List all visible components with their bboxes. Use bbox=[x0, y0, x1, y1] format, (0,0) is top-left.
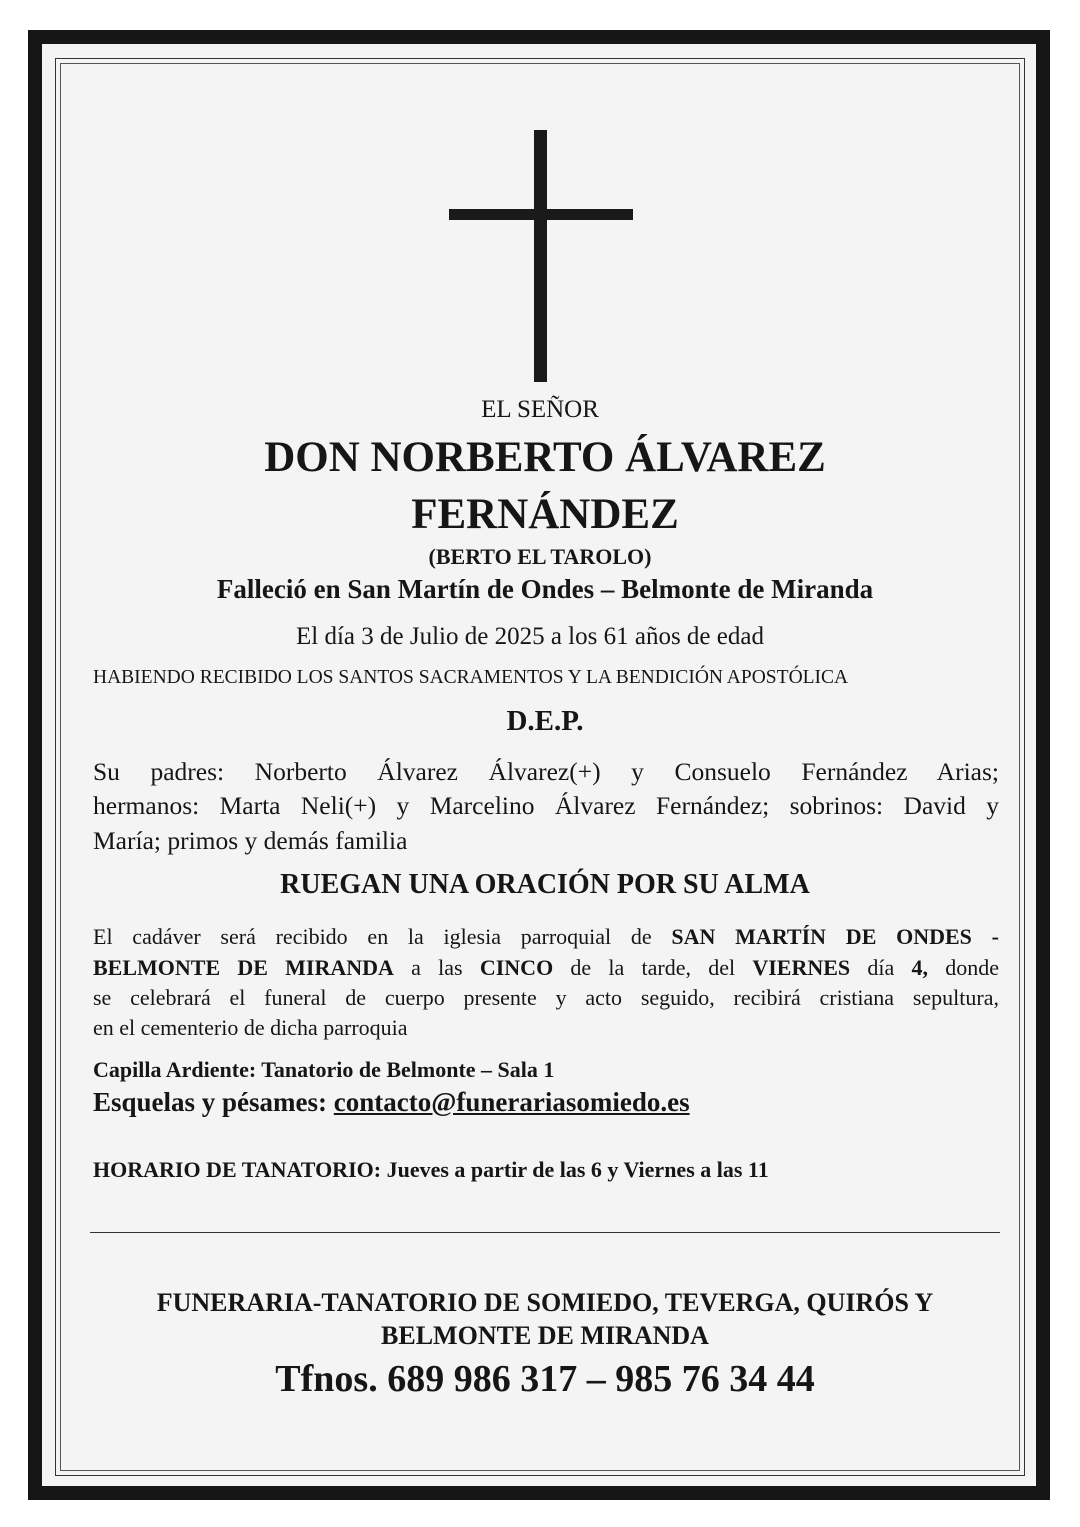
funeral-weekday: VIERNES bbox=[752, 955, 851, 980]
condolences-line bbox=[93, 1087, 690, 1118]
deceased-nickname: (BERTO EL TAROLO) bbox=[428, 544, 652, 569]
death-date: El día 3 de Julio de 2025 a los 61 años de edad bbox=[296, 623, 764, 650]
cross-horizontal-bar bbox=[449, 209, 633, 220]
family-line-3: María; primos y demás familia bbox=[93, 826, 408, 855]
funeral-line-2 bbox=[93, 955, 999, 981]
deceased-name-line2: FERNÁNDEZ bbox=[411, 491, 679, 538]
horizontal-divider bbox=[90, 1232, 1000, 1233]
mortuary-hours-label: HORARIO DE TANATORIO: bbox=[93, 1157, 382, 1182]
funeral-line-3: se celebrará el funeral de cuerpo presente y acto seguido, recibirá cristiana sepultura, bbox=[93, 985, 999, 1010]
condolences-label: Esquelas y pésames: bbox=[93, 1087, 328, 1117]
funeral-line-4: en el cementerio de dicha parroquia bbox=[93, 1015, 408, 1040]
church-location: BELMONTE DE MIRANDA bbox=[93, 955, 394, 980]
mortuary-hours bbox=[93, 1157, 769, 1183]
mortuary-hours-value: Jueves a partir de las 6 y Viernes a las 11 bbox=[386, 1157, 769, 1182]
rip-abbreviation: D.E.P. bbox=[506, 705, 584, 737]
funeral-home-name-line1: FUNERARIA-TANATORIO DE SOMIEDO, TEVERGA, QUIRÓS Y bbox=[156, 1288, 934, 1317]
funeral-day-number: 4, bbox=[911, 955, 929, 980]
death-place: Falleció en San Martín de Ondes – Belmonte de Miranda bbox=[216, 574, 874, 604]
funeral-line-1 bbox=[93, 924, 999, 950]
funeral-hour: CINCO bbox=[479, 955, 554, 980]
family-line-1: Su padres: Norberto Álvarez Álvarez(+) y Consuelo Fernández Arias; bbox=[93, 757, 999, 786]
chapel-info: Capilla Ardiente: Tanatorio de Belmonte – Sala 1 bbox=[93, 1057, 555, 1082]
prayer-request: RUEGAN UNA ORACIÓN POR SU ALMA bbox=[280, 869, 810, 900]
contact-phones: Tfnos. 689 986 317 – 985 76 34 44 bbox=[275, 1358, 815, 1400]
honorific: EL SEÑOR bbox=[481, 396, 599, 423]
funeral-text: donde bbox=[945, 955, 1000, 980]
family-line-2: hermanos: Marta Neli(+) y Marcelino Álvarez Fernández; sobrinos: David y bbox=[93, 791, 999, 820]
church-name: SAN MARTÍN DE ONDES - bbox=[671, 924, 999, 949]
deceased-name-line1: DON NORBERTO ÁLVAREZ bbox=[264, 434, 826, 481]
sacraments-note: HABIENDO RECIBIDO LOS SANTOS SACRAMENTOS Y LA BENDICIÓN APOSTÓLICA bbox=[93, 667, 849, 688]
funeral-text: día bbox=[867, 955, 895, 980]
cross-vertical-bar bbox=[534, 130, 547, 382]
funeral-home-name-line2: BELMONTE DE MIRANDA bbox=[381, 1321, 709, 1350]
funeral-text: de la tarde, del bbox=[570, 955, 736, 980]
funeral-text: El cadáver será recibido en la iglesia parroquial de bbox=[93, 924, 652, 949]
condolences-email-link[interactable]: contacto@funerariasomiedo.es bbox=[333, 1087, 690, 1117]
funeral-text: a las bbox=[411, 955, 463, 980]
